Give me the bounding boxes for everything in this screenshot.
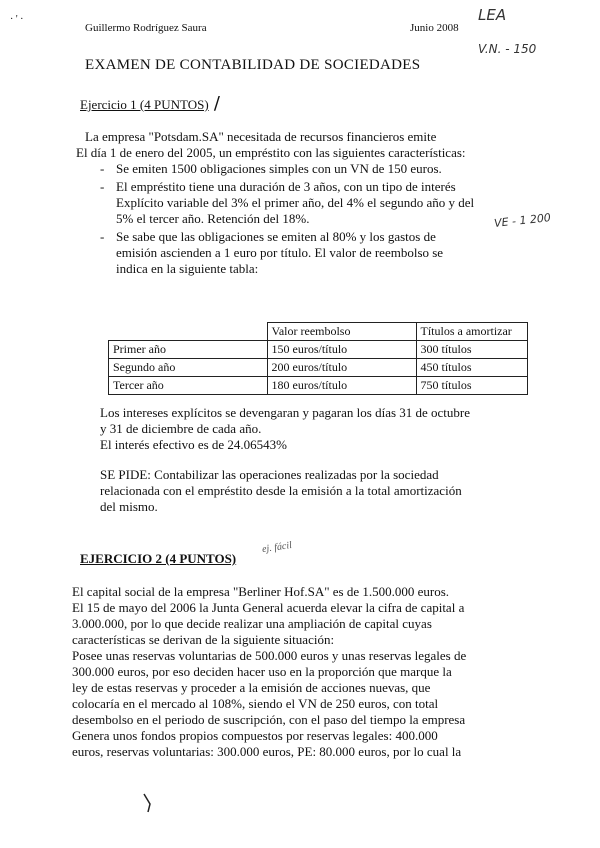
table-header-row [109,323,528,341]
table-header-cell [109,323,268,341]
handwritten-note-margin: VE - 1 200 [493,211,552,230]
bullet-item: - Se emiten 1500 obligaciones simples con un VN de 150 euros. [100,161,442,176]
dash-bullet: - [100,229,105,244]
table-cell: 750 títulos [416,377,528,395]
table-cell: 450 títulos [416,359,528,377]
handwritten-note-top: LEA [478,6,507,24]
handwritten-note-vn: V.N. - 150 [478,42,537,56]
intro-line: La empresa "Potsdam.SA" necesitada de recursos financieros emite [85,129,437,144]
exercise-2-body: El capital social de la empresa "Berliner Hof.SA" es de 1.500.000 euros. El 15 de mayo del 2006 la Junta General acuerda elevar la cifra de capital a 3.000.000, por lo que decide realizar una ampliación de capital cuyas características se derivan de la siguiente situación: Posee unas reservas voluntarias de 500.000 euros y unas reservas legales de 300.000 euros, por eso deciden hacer uso en la proporción que marque la ley de estas reservas y proceder a la emisión de acciones nuevas, que colocaría en el mercado al 108%, siendo el VN de 250 euros, con total desembolso en el periodo de suscripción, con el paso del tiempo la empresa Genera unos fondos propios compuestos por reservas legales: 400.000 euros, reservas voluntarias: 300.000 euros, PE: 80.000 euros, por lo cual la [72,584,467,759]
bullet-item: - El empréstito tiene una duración de 3 años, con un tipo de interés Explícito variable del 3% el primer año, del 4% el segundo año y del 5% el tercer año. Retención del 18%. [100,179,475,226]
table-header-cell: Títulos a amortizar [416,323,528,341]
table-cell: 300 títulos [416,341,528,359]
slash-mark: / [213,93,220,114]
table-cell: Segundo año [109,359,268,377]
dash-bullet: - [100,161,105,176]
exercise-1-heading-text: Ejercicio 1 (4 PUNTOS) [80,97,209,112]
dash-bullet: - [100,179,105,194]
handwritten-scribble: ej. fácil [261,539,293,556]
pen-mark [140,792,160,816]
exercise-2-heading [80,551,236,567]
page-title: EXAMEN DE CONTABILIDAD DE SOCIEDADES [85,57,421,73]
exercise-1-bullets [100,161,474,277]
table-cell: 180 euros/título [267,377,416,395]
table-cell: Primer año [109,341,268,359]
exercise-1-intro [76,129,466,161]
intro-line: El día 1 de enero del 2005, un empréstito con las siguientes características: [76,145,466,160]
interest-notes: Los intereses explícitos se devengaran y pagaran los días 31 de octubre y 31 de diciembre de cada año. El interés efectivo es de 24.06543% [100,405,471,452]
margin-marks: · ' · [10,14,24,25]
table-cell: 200 euros/título [267,359,416,377]
reimbursement-table [108,322,528,395]
table-cell: Tercer año [109,377,268,395]
bullet-item: - Se sabe que las obligaciones se emiten al 80% y los gastos de emisión ascienden a 1 euro por título. El valor de reembolso se indica en la siguiente tabla: [100,229,444,276]
table-row [109,377,528,395]
se-pide: SE PIDE: Contabilizar las operaciones realizadas por la sociedad relacionada con el empréstito desde la emisión a la total amortización del mismo. [100,467,462,514]
table-row [109,341,528,359]
table-header-cell: Valor reembolso [267,323,416,341]
exercise-2-heading-text: EJERCICIO 2 (4 PUNTOS) [80,551,237,566]
table-cell: 150 euros/título [267,341,416,359]
table-row [109,359,528,377]
author-name: Guillermo Rodríguez Saura [85,22,207,34]
exam-date: Junio 2008 [410,22,459,34]
exercise-1-heading [80,93,220,114]
